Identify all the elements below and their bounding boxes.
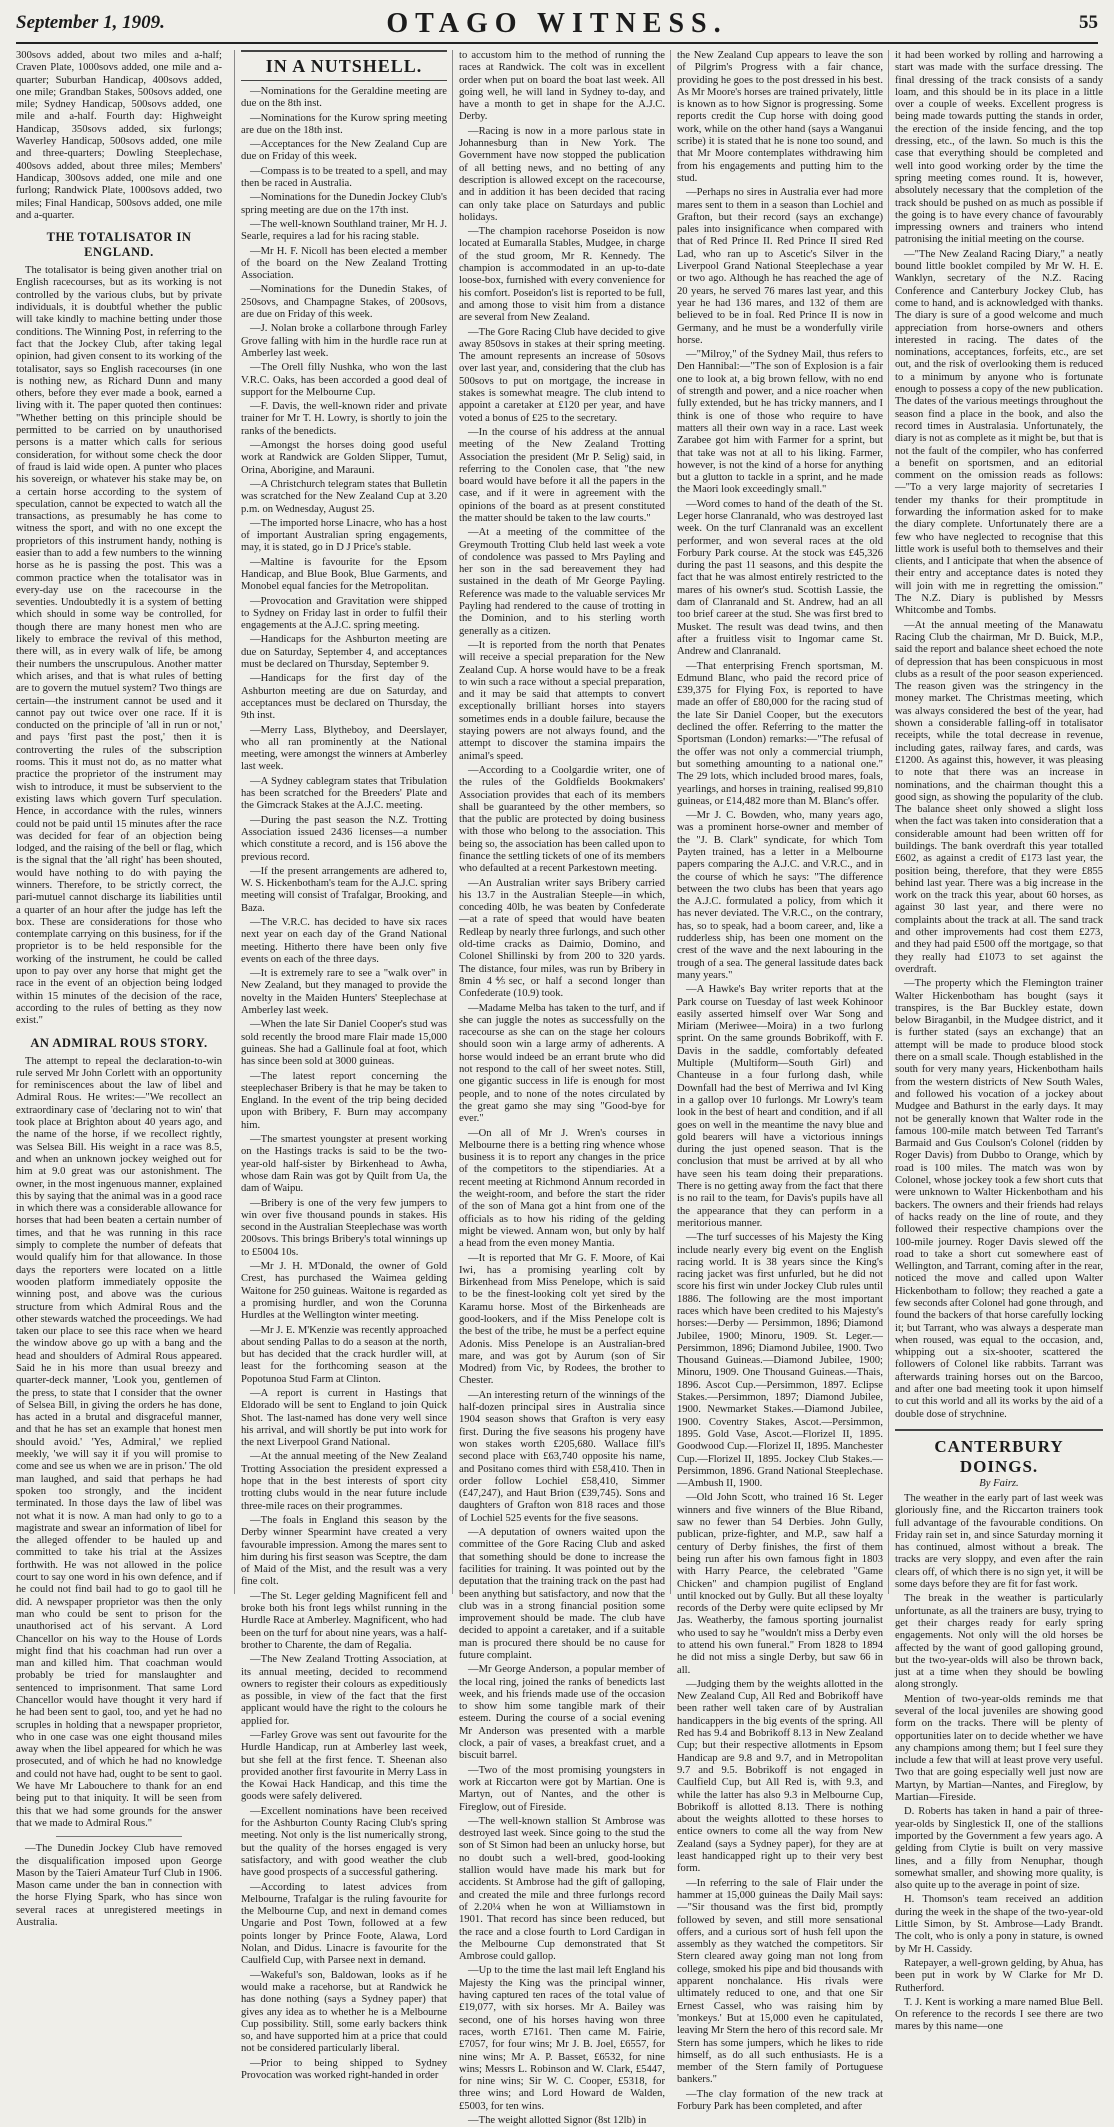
news-item: —On all of Mr J. Wren's courses in Melbourne there is a betting ring whence whose business it is to report any changes in the price of the competitors to the stipendiaries. At a recent meeting at Richmond Annum recorded in the weight-room, and before the start the rider of the son of Mana got a hint from one of the officials as to how his riding of the gelding might be viewed. Annam won, but only by half a head from the even money Mantia.	[459, 1127, 665, 1250]
news-item: —A deputation of owners waited upon the committee of the Gore Racing Club and asked that something should be done to increase the facilities for training. It was pointed out by the deputation that the training track on the past had been anything but satisfactory, and now that the club was in a strong financial position some improvement should be made. The club have decided to appoint a caretaker, and if a suitable man is procured there should be no cause for future complaint.	[459, 1527, 665, 1661]
news-item: —The turf successes of his Majesty the King include nearly every big event on the English racing world. It is 38 years since the King's racing jacket was first unfurled, but he did not score his first win under Jockey Club rules until 1886. The following are the most important races which have been credited to his Majesty's horses:—Derby — Persimmon, 1896; Diamond Jubilee, 1900; Minoru, 1909. St. Leger.—Persimmon, 1896; Diamond Jubilee, 1900. Two Thousand Guineas.—Diamond Jubilee, 1900; Minoru, 1909. One Thousand Guineas.—Thais, 1896. Ascot Cup.—Persimmon, 1897. Eclipse Stakes.—Persimmon, 1897; Diamond Jubilee, 1900. Newmarket Stakes.—Diamond Jubilee, 1900. Coventry Stakes, Ascot.—Persimmon, 1895. Gold Vase, Ascot.—Florizel II, 1895. Goodwood Cup.—Florizel II, 1895. Manchester Cup.—Florizel II, 1895. Jockey Club Stakes.—Persimmon, 1896. Grand National Steeplechase.—Ambush II, 1900.	[677, 1232, 883, 1490]
column-1	[16, 50, 222, 1929]
news-item: —An interesting return of the winnings of the half-dozen principal sires in Australia since 1904 season shows that Grafton is very easy first. During the five seasons his progeny have won stakes worth £205,680. Wallace fill's second place with £63,740 opposite his name, and Positano comes third with £58,410. Then in order follow Lochiel £58,410, Simmer (£47,247), and Haut Brion (£39,745). Sons and daughters of Grafton won 818 races and those of Lochiel 525 events for the five seasons.	[459, 1389, 665, 1524]
news-item: —Merry Lass, Blytheboy, and Deerslayer, who all ran prominently at the National meeting, were amongst the winners at Amberley last week.	[241, 724, 447, 773]
canterbury-paragraph: Ratepayer, a well-grown gelding, by Ahua, has been put in work by W Clarke for Mr D. Rutherford.	[895, 1957, 1103, 1994]
news-item: —The weight allotted Signor (8st 12lb) in	[468, 2114, 647, 2126]
news-item: —Acceptances for the New Zealand Cup are due on Friday of this week.	[241, 139, 447, 163]
news-item: —Bribery is one of the very few jumpers to win over five thousand pounds in stakes. His second in the Australian Steeplechase was worth 200sovs. This brings Bribery's total winnings up to £5004 10s.	[241, 1197, 447, 1258]
news-item: —The well-known Southland trainer, Mr H. J. Searle, requires a lad for his racing stable.	[241, 218, 447, 243]
canterbury-heading: CANTERBURY DOINGS.	[895, 1429, 1103, 1477]
news-item: —Handicaps for the first day of the Ashburton meeting are due on Saturday, and acceptances must be declared on Thursday, the 9th inst.	[241, 673, 447, 722]
news-item: —According to a Coolgardie writer, one of the rules of the Goldfields Bookmakers' Association provides that each of its members shall be guaranteed by the other members, so that the public are protected by doing business with those who belong to the association. This being so, the association has been called upon to finance the settling tickets of one of its members who defaulted at a recent Parkestown meeting.	[459, 764, 665, 875]
column-2	[234, 50, 447, 2082]
masthead	[16, 8, 1098, 44]
text-columns	[16, 50, 1103, 2126]
totalisator-article: The totalisator is being given another trial on English racecourses, but as its working is not controlled by the various clubs, but by private individuals, it is doubtful whether the public will take kindly to machine betting under those conditions. The Winning Post, in referring to the fact that the Jockey Club, after taking legal opinion, had given consent to its working of the totalisator, says so English racecourses (in one is nothing new, as Richard Dunn and many others, before they ever made a book, earned a living with it. The paper quoted then continues: "Whether betting on this principle should be permitted to be carried on by unauthorised persons is a matter which calls for serious consideration, for without some check the door of fraud is laid wide open. A punter who places his sovereign, or whatever his stake may be, on a certain horse according to the system of speculation, cannot be expected to watch all the transactions, as presumably he has come to witness the sport, and with no one except the proprietors of this instrument handy, nothing is easier than to add a few numbers to the winning horse as he is passing the post. This was a common practice when the totalisator was in every-day use on the racecourse in the seventies. Undoubtedly it is a system of betting which should in some way be controlled, for though there are many honest men who are likely to embrace the revival of this method, there will, as in every walk of life, be among their numbers the unscrupulous. Another matter which arises, and that is what rules of betting are to govern the mutuel system? Two things are certain—the instrument cannot be used and it cannot pay out twice over one race. If it is conducted on the principle of 'all in run or not,' and pays 'first past the post,' then it is controverting the rules of the subscription rooms. This it must not do, as no matter what practice the proprietor of the instrument may wish to introduce, it must be subservient to the existing laws which govern Turf speculation. Hence, in accordance with the rules, winners could not be paid until 15 minutes after the race was decided for fear of an objection being lodged, and the raising of the bell or flag, which is the signal that the 'all right' has been shouted, would have nothing to do with paying the winners. Therefore, to be strictly correct, the pari-mutuel cannot discharge its liabilities until a quarter of an hour after the judge has left the box. These are considerations for those who contemplate carrying on this business, for if the proprietor is to be held responsible for the working of the instrument, he could be called upon to pay over any horse that might get the race in the event of an objection being lodged within 15 minutes of the decision of the race, according to the rules of betting as they now exist."	[16, 265, 222, 1027]
news-item: —Mr George Anderson, a popular member of the local ring, joined the ranks of benedicts last week, and his friends made use of the occasion to show him some tangible mark of their esteem. During the course of a social evening Mr Anderson was presented with a marble clock, a pair of vases, a breakfast cruet, and a biscuit barrel.	[459, 1664, 665, 1762]
news-item: —The well-known stallion St Ambrose was destroyed last week. Since going to the stud the son of St Simon had been an unlucky horse, but no doubt such a well-bred, good-looking stallion would have made his mark but for accidents. St Ambrose had the gift of galloping, and created the mile and three furlongs record of 2.20¼ when he won at Williamstown in 1901. That record has since been reduced, but the race and a close fourth to Lord Cardigan in the Melbourne Cup demonstrated that St Ambrose could gallop.	[459, 1815, 665, 1963]
nutshell-heading: IN A NUTSHELL.	[241, 50, 447, 81]
news-item: —A report is current in Hastings that Eldorado will be sent to England to join Quick Shot. The last-named has done very well since his arrival, and will shortly be put into work for the next Liverpool Grand National.	[241, 1387, 447, 1449]
news-item: —A Hawke's Bay writer reports that at the Park course on Tuesday of last week Kohinoor easily asserted himself over War Song and Miriam (Meriwee—Moira) in a two furlong sprint. On the same grounds Bobrikoff, with F. Davis in the saddle, comfortably defeated Multiple (Multiform—South Girl) and Chanteuse in a four furlong dash, while Downfall had the best of Merriwa and Ivl King in a gallop over 10 furlongs. Mr Lowry's team look in the best of heart and condition, and if all goes on well in the meantime the navy blue and gold bearers will have a victorious innings during the just opened season. That is the conclusion that must be arrived at by all who have seen his team doing their preparations. There is no getting away from the fact that there is no rail to the team, for Davis's pupils have all the appearance that they can perform in a meritorious manner.	[677, 984, 883, 1229]
news-item: —Farley Grove was sent out favourite for the Hurdle Handicap, run at Amberley last week, but she fell at the first fence. T. Sheenan also provided another first favourite in Merry Lass in the Kowai Hack Handicap, and this time the goods were safely delivered.	[241, 1730, 447, 1803]
news-item: —Word comes to hand of the death of the St. Leger horse Clanranald, who was destroyed last week. On the turf Clanranald was an excellent performer, and won several races at the old Forbury Park course. At the stock was £45,326 during the past 11 seasons, and this despite the fact that he was almost entirely restricted to the mares of his owner's stud. Scottish Lassie, the dam of Clanranald and St. Andrew, had an all too brief career at the stud. She was first bred to Musket. The result was dead twins, and then after a fruitless visit to Ingomar came St. Andrew and Clanranald.	[677, 498, 883, 658]
news-item: —Mr J. E. M'Kenzie was recently approached about sending Pallas to do a season at the north, but has decided that the crack hurdler will, at least for the forthcoming season at the Popotunoa Stud Farm at Clinton.	[241, 1324, 447, 1385]
newspaper-title: OTAGO WITNESS.	[386, 8, 728, 39]
news-item: —"Milroy," of the Sydney Mail, thus refers to Den Hannibal:—"The son of Explosion is a fair one to look at, a big brown fellow, with no end of strength and power, and a nice roacher when fully extended, but he has tricky manners, and I think is one of those who require to have matters all their own way in a race. Last week Zarabee got him with Farmer for a sprint, but that take was not at all to his liking. Farmer, however, is not the kind of a horse for anything but a glutton to tackle in a sprint, and he made the Maori look exceedingly small."	[677, 349, 883, 496]
news-item: —It is reported from the north that Penates will receive a special preparation for the New Zealand Cup. A horse would have to be a freak to win such a race without a special preparation, and it may be said that attempts to convert exceptionally brilliant horses into stayers sometimes ends in a double failure, because the staying powers are not always found, and the attempt to discover the stamina impairs the animal's speed.	[459, 639, 665, 762]
news-item: —Nominations for the Geraldine meeting are due on the 8th inst.	[241, 86, 447, 110]
news-item: —It is extremely rare to see a "walk over" in New Zealand, but they managed to provide the novelty in the Maiden Hunters' Steeplechase at Amberley last week.	[241, 968, 447, 1017]
news-item: —J. Nolan broke a collarbone through Farley Grove falling with him in the hurdle race run at Amberley last week.	[241, 323, 447, 359]
canterbury-paragraph: The weather in the early part of last week was gloriously fine, and the Riccarton trainers took full advantage of the favourable conditions. On Friday rain set in, and since Saturday morning it has continued, almost without a break. The tracks are very sloppy, and even after the rain clears off, of which there is no sign yet, it will be some days before they are fit for fast work.	[895, 1492, 1103, 1591]
news-item: —The Orell filly Nushka, who won the last V.R.C. Oaks, has been accorded a good deal of support for the Melbourne Cup.	[241, 362, 447, 398]
canterbury-paragraph: D. Roberts has taken in hand a pair of three-year-olds by Singlestick II, one of the stallions imported by the Government a few years ago. A gelding from Clytie is built on very massive lines, and a filly from Nenuphar, though somewhat smaller, and showing more quality, is also quite up to the average in point of size.	[895, 1806, 1103, 1892]
news-item: —Mr J. C. Bowden, who, many years ago, was a prominent horse-owner and member of the "J. B. Clark" syndicate, for which Tom Payten trained, has a letter in a Melbourne papers comparing the A.J.C. and V.R.C., and in the course of which he says: "The difference between the two clubs has been that years ago the A.J.C. formulated a policy, from which it has never deviated. The V.R.C., on the contrary, has, so to speak, had a boom career, and, like a rudderless ship, has been one moment on the crest of the wave and the next labouring in the trough of a sea. The general lassitude dates back many years."	[677, 810, 883, 981]
news-item: it had been worked by rolling and harrowing a start was made with the surface dressing. The final dressing of the track consists of a sandy loam, and this should be in its place in a little over a couple of weeks. Excellent progress is being made towards putting the stands in order, the erection of the inside fencing, and the top dressing, etc., of the lawn. So much is this the case that everything should be completed and well into good working order by the time the spring meeting comes round. It is, however, absolutely necessary that the completion of the track should be pushed on as much as possible if the going is to have every chance of favourably impressing owners and trainers who intend patronising the initial meeting on the course.	[895, 50, 1103, 246]
news-item: —The New Zealand Trotting Association, at its annual meeting, decided to recommend owners to register their colours as expeditiously as possible, in view of the fact that the first applicant would have the right to the colours he applied for.	[241, 1654, 447, 1727]
news-item: —The latest report concerning the steeplechaser Bribery is that he may be taken to England. In the event of the trip being decided upon with Bribery, F. Burn may accompany him.	[241, 1070, 447, 1131]
byline: By Fairz.	[979, 1477, 1019, 1489]
news-item: —A Sydney cablegram states that Tribulation has been scratched for the Breeders' Plate and the Gimcrack Stakes at the A.J.C. meeting.	[241, 775, 447, 812]
news-item: —Perhaps no sires in Australia ever had more mares sent to them in a season than Lochiel and Grafton, but their record (says an exchange) pales into insignificance when compared with that of Red Prince II. Red Prince II sired Red Lad, who ran up to Ascetic's Silver in the Liverpool Grand National Steeplechase a year or two ago. Although he has reached the age of 20 years, he served 76 mares last year, and this year he had 136 mares, and 132 of them are believed to be in foal. Red Prince II is now in Germany, and he must be a wonderfully virile horse.	[677, 187, 883, 346]
news-item: —"The New Zealand Racing Diary," a neatly bound little booklet compiled by Mr W. H. E. Wanklyn, secretary of the N.Z. Racing Conference and Canterbury Jockey Club, has come to hand, and is acknowledged with thanks. The diary is sure of a good welcome and much appreciation from horse-owners and others interested in racing. The dates of the nominations, acceptances, forfeits, etc., are set out, and the risk of overlooking them is reduced to a minimum by anyone who is fortunate enough to possess a copy of the new publication. The dates of the various meetings throughout the season find a place in the book, and also the record times in Australasia. Unfortunately, the diary is not as complete as it might be, but that is not the fault of the compiler, who has conferred a benefit on sportsmen, and an editorial comment on the omission reads as follows:—"To a very large majority of secretaries I tender my thanks for their promptitude in forwarding the information asked for to make the diary complete. Unfortunately there are a few who have neglected to recognise that this little work is useful both to themselves and their clients, and I anticipate that when the absence of their entry and acceptance dates is noted they will join with me in regretting the omission." The N.Z. Diary is published by Messrs Whitcombe and Tombs.	[895, 248, 1103, 617]
news-item: —The V.R.C. has decided to have six races next year on each day of the Grand National meeting. Hitherto there have been only five events on each of the three days.	[241, 917, 447, 965]
news-item: —Madame Melba has taken to the turf, and if she can juggle the notes as successfully on the racecourse as she can on the stage her colours should soon win a large army of adherents. A horse would indeed be an errant brute who did not respond to the call of her sweet notes. Still, one gigantic success in life is enough for most people, and to none of the notes circulated by the great gamo she may sing "Good-bye for ever."	[459, 1002, 665, 1125]
news-item: —Nominations for the Kurow spring meeting are due on the 18th inst.	[241, 112, 447, 136]
column-4	[670, 50, 883, 2112]
news-item: —Wakeful's son, Baldowan, looks as if he would make a racehorse, but at Randwick he has done nothing (says a Sydney paper) that gives any idea as to whether he is a Melbourne Cup possibility. Still, some early backers think so, and have supported him at a price that could not be considered particularly liberal.	[241, 1969, 447, 2055]
news-item: —Racing is now in a more parlous state in Johannesburg than in New York. The Government have now stopped the publication of all betting news, and no betting of any description is allowed except on the racecourse, and in addition it has been decided that racing can only take place on Saturdays and public holidays.	[459, 125, 665, 223]
canterbury-paragraph: H. Thomson's team received an addition during the week in the shape of the two-year-old Little Simon, by St. Ambrose—Lady Brandt. The colt, who is only a pony in stature, is owned by Mr H. Cassidy.	[895, 1894, 1103, 1955]
canterbury-paragraph: Mention of two-year-olds reminds me that several of the local juveniles are showing good form on the tracks. There will be plenty of opportunities later on to decide whether we have any champions among them; but I feel sure they include a few that will at least prove very useful. Two that are going especially well just now are Martyn, by Martian—Nantes, and Fireglow, by Martian—Fireside.	[895, 1693, 1103, 1804]
news-item: —It is reported that Mr G. F. Moore, of Kai Iwi, has a promising yearling colt by Birkenhead from Miss Penelope, which is said to be the finest-looking colt yet sired by the Karamu horse. Most of the Birkenheads are good-lookers, and if the Miss Penelope colt is the best of the tribe, he must be a perfect equine Adonis. Miss Penelope is an Australian-bred mare, and was got by Aurum (son of Sir Modred) from Vic, by Rodees, the brother to Chester.	[459, 1252, 665, 1387]
news-item: —The Gore Racing Club have decided to give away 850sovs in stakes at their spring meeting. The amount represents an increase of 50sovs over last year, and, considering that the club has 500sovs to put on mortgage, the increase in stakes is somewhat meagre. The club intend to appoint a caretaker at £120 per year, and have voted a bonus of £25 to the secretary.	[459, 326, 665, 424]
news-item: —Two of the most promising youngsters in work at Riccarton were got by Martian. One is Martyn, out of Nantes, and the other is Fireglow, out of Fireside.	[459, 1764, 665, 1813]
news-item: —Mr H. F. Nicoll has been elected a member of the board on the New Zealand Trotting Association.	[241, 245, 447, 282]
news-item: the New Zealand Cup appears to leave the son of Pilgrim's Progress with a fair chance, providing he goes to the post dressed in his best. As Mr Moore's horses are trained privately, little is known as to how Signor is progressing. Some reports credit the Cup horse with doing good work, while on the other hand (says a Wanganui scribe) it is stated that he is none too sound, and that Mr Moore contemplates withdrawing him from his engagements and putting him to the stud.	[677, 50, 883, 184]
news-item: —A Christchurch telegram states that Bulletin was scratched for the New Zealand Cup at 3.20 p.m. on Wednesday, August 25.	[241, 478, 447, 515]
news-item: —At the annual meeting of the New Zealand Trotting Association the president expressed a hope that in the best interests of sport city trotting clubs would in the near future include three-mile races on their programmes.	[241, 1451, 447, 1512]
canterbury-paragraph: T. J. Kent is working a mare named Blue Bell. On reference to the records I see there are two mares by this name—one	[895, 1996, 1103, 2033]
column-3	[452, 50, 665, 2126]
news-item: —Judging them by the weights allotted in the New Zealand Cup, All Red and Bobrikoff have been rather well taken care of by Australian handicappers in the big events of the spring. All Red has 9.4 and Bobrikoff 8.13 in New Zealand Cup; but their respective allotments in Epsom Handicap are 9.8 and 9.7, and in Metropolitan 9.7 and 9.5. Bobrikoff is not engaged in Caulfield Cup, but All Red is, with 9.3, and while the latter has also 9.3 in Melbourne Cup, Bobrikoff is allotted 8.13. There is nothing about the weights allotted to these horses to entice owners to come all the way from New Zealand (says a Sydney paper), for they are at least handicapped right up to their very best form.	[677, 1678, 883, 1875]
news-item: —Old John Scott, who trained 16 St. Leger winners and five winners of the Blue Riband, saw no fewer than 54 Derbies. John Gully, publican, prize-fighter, and M.P., saw half a century of Derby finishes, the first of them being run after his own famous fight in 1803 with Harry Pearce, the celebrated "Game Chicken" and champion pugilist of England until knocked out by Gully. But all these loyalty records of the Derby were quite eclipsed by Mr Jas. Weatherby, the famous sporting journalist who used to say he "wouldn't miss a Derby even to attend his own funeral." From 1828 to 1894 he did not miss a single Derby, but saw 66 in all.	[677, 1492, 883, 1676]
news-item: —F. Davis, the well-known rider and private trainer for Mr T. H. Lowry, is shortly to join the ranks of the benedicts.	[241, 401, 447, 437]
news-item: —In referring to the sale of Flair under the hammer at 15,000 guineas the Daily Mail says:—"Sir thousand was the first bid, promptly followed by seven, and still more sensational offers, and a curious sort of hush fell upon the assembly as they watched the competitors. Sir Stern cleared away going man not long from college, smoked his pipe and bid thousands with apparent nonchalance. His rivals were ultimately reduced to one, and that one Sir Ernest Cassel, who was raising him by 'monkeys.' But at 15,000 even he capitulated, leaving Mr Stern the hero of this record sale. Mr Stern has some jumpers, which he likes to ride himself, as do all such enthusiasts. He is a member of the Stern family of Portuguese bankers."	[677, 1877, 883, 2086]
admiral-rous-article: The attempt to repeal the declaration-to-win rule served Mr John Corlett with an opportunity for reminiscences about the law of libel and Admiral Rous. He writes:—"We recollect an extraordinary case of 'declaring not to win' that took place at Brighton about 40 years ago, and the name of the horse, if we recollect rightly, was Selsea Bill. His weight in a race was 8.5, and when an unknown jockey weighed out for him at 9.0 great was our astonishment. The owner, in the most ingenuous manner, explained this by saying that the animal was in a good race in which there was a considerable allowance for horses that had been beaten a certain number of times, and that he was running in this race simply to complete the number of defeats that would qualify him for that allowance. In those days the reporters were located on a little wooden platform immediately opposite the winning post, and above was the curious structure from which Admiral Rous and the other stewards watched the proceedings. We had taken our place to see this race when we heard the window above go up with a bang and the head and shoulders of Admiral Rous appeared. Said he in his more than usual breezy and quarter-deck manner, 'Look you, gentlemen of the press, to state that I consider that the owner of Selsea Bill, in giving the orders he has done, has acted in a brutal and disgraceful manner, and that he has set an example that honest men should avoid.' 'Yes, Admiral,' we replied meekly, 'we will say it if you will promise to come and see us when we are in prison.' The old man laughed, and said that perhaps he had spoken too strongly, and the incident terminated. In those days the law of libel was not what it is now. A man had only to go to a magistrate and swear an information of libel for the alleged offender to be hauled up and committed to take his trial at the Assizes forthwith. He was not allowed in the police court to say one word in his own defence, and if he could not find bail had to go to gaol till he did. A newspaper proprietor was then the only man who could be sent to prison for the unauthorised act of his servant. A Lord Chancellor on his way to the House of Lords might find that his coachman had run over a man and killed him. That coachman would probably be tried for manslaughter and sentenced to imprisonment. That same Lord Chancellor would have thought it very hard if he had been sent to gaol, too, and yet he had no scruples in holding that a newspaper proprietor, who in one case was one eight thousand miles away when the libel appeared for which he was prosecuted, and of which he had no knowledge and could not have had, ought to be sent to gaol. We have Mr Labouchere to thank for an end being put to that iniquity. It will be seen from this that we had some grounds for the answer that we made to Admiral Rous."	[16, 1055, 222, 1829]
news-item: —Nominations for the Dunedin Jockey Club's spring meeting are due on the 17th inst.	[241, 192, 447, 216]
canterbury-paragraph: The break in the weather is particularly unfortunate, as all the trainers are busy, trying to get their charges ready for early spring engagements. Not only will the old horses be affected by the want of good galloping ground, but the two-year-olds will also be thrown back, just at a time when they should be bowling along strongly.	[895, 1593, 1103, 1691]
news-item: —At a meeting of the committee of the Greymouth Trotting Club held last week a vote of condolence was passed to Mrs Payling and her son in the sad bereavement they had sustained in the death of Mr George Payling. Reference was made to the valuable services Mr Payling had rendered to the cause of trotting in the Dominion, and to his sterling worth generally as a citizen.	[459, 527, 665, 637]
racing-programme-continued: 300sovs added, about two miles and a-half; Craven Plate, 1000sovs added, one mile and a-quarter; Suburban Handicap, 400sovs added, one mile; Grandban Stakes, 500sovs added, one mile; Sydney Handicap, 500sovs added, one mile and a-half. Fourth day: Highweight Handicap, 350sovs added, six furlongs; Waverley Handicap, 500sovs added, one mile and three-quarters; Dowling Steeplechase, 400sovs added, about three miles; Members' Handicap, 300sovs added, one mile and one furlong; Randwick Plate, 1000sovs added, two miles; Final Handicap, 500sovs added, one mile and a-quarter.	[16, 50, 222, 221]
news-item: —Compass is to be treated to a spell, and may then be raced in Australia.	[241, 165, 447, 190]
news-item: —Maltine is favourite for the Epsom Handicap, and Blue Book, Blue Garments, and Monobel equal fancies for the Metropolitan.	[241, 556, 447, 593]
news-item: —Provocation and Gravitation were shipped to Sydney on Friday last in order to fulfil their engagements at the A.J.C. spring meeting.	[241, 595, 447, 632]
admiral-rous-heading: AN ADMIRAL ROUS STORY.	[30, 1035, 208, 1050]
news-item: —In the course of his address at the annual meeting of the New Zealand Trotting Association the president (Mr P. Selig) said, in referring to the Conolen case, that "the new board would have before it all the papers in the case, and if it were in agreement with the opinions of the board as at present constituted the matter should be taken to the law courts."	[459, 426, 665, 524]
issue-date: September 1, 1909.	[16, 12, 165, 33]
totalisator-heading: THE TOTALISATOR IN ENGLAND.	[46, 230, 192, 260]
news-item: —The smartest youngster at present working on the Hastings tracks is said to be the two-year-old half-sister by Birkenhead to Awha, whose dam Rain was got by Quilt from Ua, the dam of Waipu.	[241, 1134, 447, 1195]
news-item: —Amongst the horses doing good useful work at Randwick are Golden Slipper, Tumut, Orina, Aborigine, and Marauni.	[241, 440, 447, 476]
news-item: —Excellent nominations have been received for the Ashburton County Racing Club's spring meeting. Not only is the list numerically strong, but the quality of the horses engaged is very satisfactory, and with good weather the club have good prospects of a successful gathering.	[241, 1805, 447, 1879]
news-item: —If the present arrangements are adhered to, W. S. Hickenbotham's team for the A.J.C. spring meeting will consist of Trafalgar, Brooking, and Baza.	[241, 865, 447, 914]
news-item: —An Australian writer says Bribery carried his 13.7 in the Australian Steeple—in which, conceding 40lb, he was beaten by Confederate—at a rate of speed that would have beaten Redleap by nearly three furlongs, and such other old-time cracks as Daimio, Domino, and Colonel Shillinski by from 200 to 320 yards. The distance, four miles, was run by Bribery in 8min 4⅘sec, or half a second longer than Confederate (10.9) took.	[459, 877, 665, 1000]
news-item: —Mr J. H. M'Donald, the owner of Gold Crest, has purchased the Waimea gelding Waitone for 250 guineas. Waitone is regarded as a promising hurdler, and won the Corunna Hurdles at the Wellington winter meeting.	[241, 1261, 447, 1322]
news-item: —According to latest advices from Melbourne, Trafalgar is the ruling favourite for the Melbourne Cup, and next in demand comes Ungarie and Post Town, followed at a few points longer by Prince Foote, Alawa, Lord Nolan, and Didus. Linacre is favourite for the Caulfield Cup, with Parsee next in demand.	[241, 1881, 447, 1967]
news-item: —The property which the Flemington trainer Walter Hickenbotham has bought (says it transpires, is the Bar Buckley estate, down below Biraganbil, in the Mudgee district, and it is further stated (says an exchange) that an attempt will be made to produce blood stock there on a small scale. Though established in the south for very many years, Hickenbotham hails from the western districts of New South Wales, and followed his vocation of a jockey about Mudgee and Bathurst in the early days. It may not be generally known that Walter rode in the famous 100-mile match between Ted Tarrant's Barmaid and Gus Coulson's Colonel (ridden by Roger Davis) from Dubbo to Orange, which by road is 100 miles. The match was won by Colonel, whose jockey took a few short cuts that were unknown to Walter Hickenbotham and his backers. The owners and their friends had relays of hacks ready on the line of route, and they followed their respective champions over the 100-mile journey. Roger Davis slewed off the road to take a short cut somewhere east of Wellington, and Tarrant, coming after in the rear, noticed the move and called upon Walter Hickenbotham to follow; they reached a gate a few seconds after Colonel had gone through, and found the backers of that horse carefully locking it; but Tarrant, who was always a desperate man when roused, was equal to the occasion, and, whipping out a six-shooter, scattered the followers of Colonel like rabbits. Tarrant was afterwards training horses out on the Barcoo, and after one bad meeting took it upon himself to cut this world and all its works by the aid of a double dose of strychnine.	[895, 978, 1103, 1420]
news-item: —The Dunedin Jockey Club have removed the disqualification imposed upon George Mason by the Taieri Amateur Turf Club in 1906. Mason came under the ban in connection with the horse Flying Spark, who has since won several races at unregistered meetings in Australia.	[16, 1843, 222, 1929]
news-item: to accustom him to the method of running the races at Randwick. The colt was in excellent order when put on board the boat last week. All going well, he will land in Sydney to-day, and have a month to get in shape for the A.J.C. Derby.	[459, 50, 665, 123]
news-item: —Prior to being shipped to Sydney Provocation was worked right-handed in order	[241, 2057, 447, 2082]
news-item: —At the annual meeting of the Manawatu Racing Club the chairman, Mr D. Buick, M.P., said the report and balance sheet echoed the note of depression that has been conspicuous in most clubs as a result of the poor season experienced. The reason given was the stringency in the money market. The Christmas meeting, which was always considered the best of the year, had shown a considerable falling-off in totalisator receipts, while the total decrease in revenue, including gates, railway fares, and cards, was £1200. As against this, however, it was pleasing to note that there was an increase in nominations, and the chairman thought this a good sign, as showing the popularity of the club. The balance sheet only showed a slight loss when the fact was taken into consideration that a considerable amount had been written off for buildings. The bank overdraft this year totalled £602, as against a credit of £173 last year, the position being, therefore, that they were £855 behind last year. There was a big increase in the work on the track this year, about 60 horses, as against 30 last year, and there were no complaints about the track at all. The sand track and other improvements had cost them £273, and they had paid £500 off the mortgage, so that they really had £1073 to set against the overdraft.	[895, 619, 1103, 975]
news-item: —The clay formation of the new track at Forbury Park has been completed, and after	[677, 2088, 883, 2112]
column-5	[888, 50, 1103, 2033]
news-item: —The St. Leger gelding Magnificent fell and broke both his front legs whilst running in the Hurdle Race at Amberley. Magnificent, who had been on the turf for about nine years, was a half-brother to Charente, the dam of Regalia.	[241, 1590, 447, 1651]
news-item: —Handicaps for the Ashburton meeting are due on Saturday, September 4, and acceptances must be declared on Thursday, September 9.	[241, 634, 447, 671]
news-item: —The champion racehorse Poseidon is now located at Eumaralla Stables, Mudgee, in charge of the stud groom, Mr R. Kennedy. The champion is accommodated in an up-to-date loose-box, furnished with every convenience for his comfort. Poseidon's list is reported to be full, and among those to visit him from a distance are several from New Zealand.	[459, 226, 665, 324]
page-number: 55	[1079, 12, 1098, 33]
divider	[56, 1836, 182, 1837]
news-item: —During the past season the N.Z. Trotting Association issued 2436 licenses—a number which constitute a record, and is 156 above the previous record.	[241, 814, 447, 863]
news-item: —When the late Sir Daniel Cooper's stud was sold recently the brood mare Flair made 15,000 guineas. She had a Gallinule foal at foot, which has since been sold at 3000 guineas.	[241, 1019, 447, 1068]
news-item: —That enterprising French sportsman, M. Edmund Blanc, who paid the record price of £39,375 for Flying Fox, is reported to have made an offer of £80,000 for the racing stud of the late Sir Daniel Cooper, but the executors declined the offer. Referring to the matter the Sportsman (London) remarks:—"The refusal of the offer was not only a commercial triumph, but something amounting to a national one." The 29 lots, which included brood mares, foals, yearlings, and horses in training, realised 99,810 guineas, or £14,482 more than M. Blanc's offer.	[677, 660, 883, 807]
news-item: —Nominations for the Dunedin Stakes, of 250sovs, and Champagne Stakes, of 200sovs, are due on Friday of this week.	[241, 284, 447, 321]
news-item: —The imported horse Linacre, who has a host of important Australian spring engagements, may, it is stated, go in D J Price's stable.	[241, 517, 447, 554]
news-item: —The foals in England this season by the Derby winner Spearmint have created a very favourable impression. Among the mares sent to him during his first season was Sceptre, the dam of Maid of the Mist, and the result was a very fine colt.	[241, 1514, 447, 1588]
news-item: —Up to the time the last mail left England his Majesty the King was the principal winner, having captured ten races of the total value of £19,077, with six horses. Mr A. Bailey was second, one of his horses having won three races, worth £7161. Then came M. Fairie, £7057, for four wins; Mr J. B. Joel, £6557, for nine wins; Mr A. P. Basset, £6532, for nine wins; Messrs L. Robinson and W. Clark, £5447, for nine wins; Sir W. C. Cooper, £5318, for three wins; and Lord Howard de Walden, £5003, for ten wins.	[459, 1965, 665, 2112]
